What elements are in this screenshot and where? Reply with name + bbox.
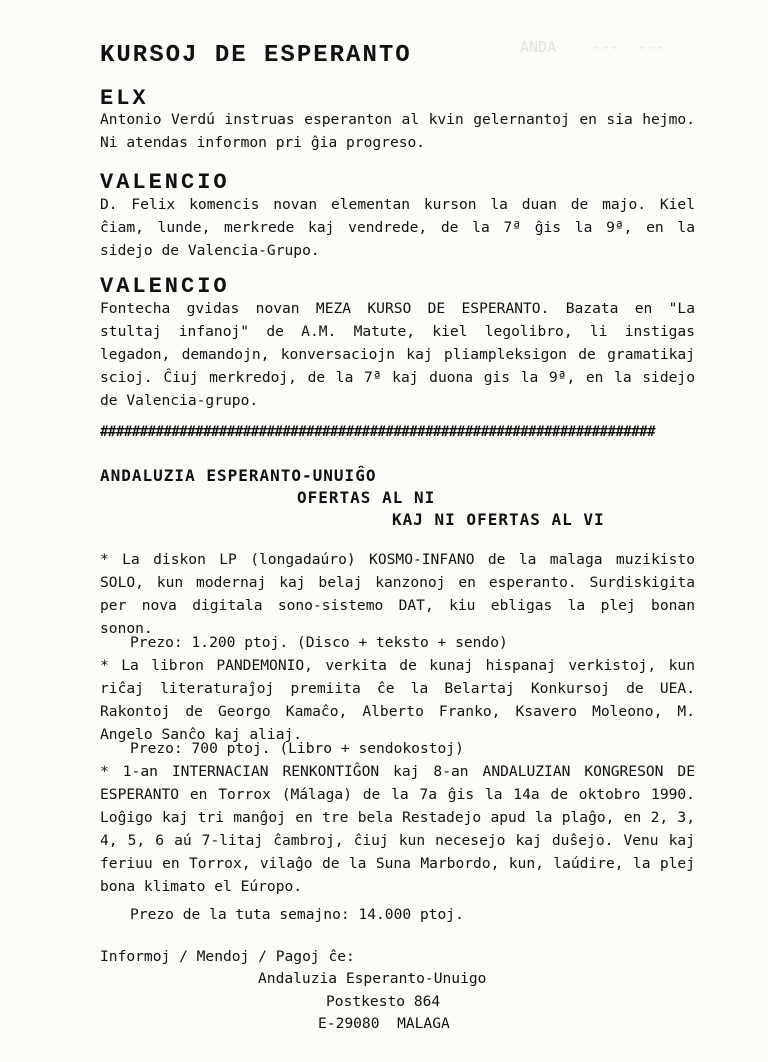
offer-price-book bbox=[100, 737, 695, 760]
offer-price-disk-value: Prezo: 1.200 ptoj. (Disco + teksto + sendo) bbox=[130, 634, 508, 651]
andaluzia-subtitle-1: OFERTAS AL NI bbox=[297, 488, 436, 507]
offer-text-disk: * La diskon LP (longadaúro) KOSMO-INFANO de la malaga muzikisto SOLO, kun modernaj kaj belaj kanzonoj en esperanto. Surdiskigita per nova digitala sono-sistemo DAT, kiu ebligas la plej bonan sonon. bbox=[100, 551, 695, 637]
section-text-valencio-2: Fontecha gvidas novan MEZA KURSO DE ESPERANTO. Bazata en "La stultaj infanoj" de A.M. Matute, kiel legolibro, li instigas legadon, demandojn, konversaciojn kaj pliampleksigon de gramatikaj scioj. Ĉiuj merkredoj, de la 7ª kaj duona gis la 9ª, en la sidejo de Valencia-grupo. bbox=[100, 300, 695, 409]
offer-price-disk bbox=[100, 631, 695, 654]
separator-line: ###################################################################### bbox=[100, 424, 656, 440]
andaluzia-title: ANDALUZIA ESPERANTO-UNUIĜO bbox=[100, 466, 377, 485]
contact-label: Informoj / Mendoj / Pagoj ĉe: bbox=[100, 948, 355, 965]
offer-text-congress: * 1-an INTERNACIAN RENKONTIĜON kaj 8-an ANDALUZIAN KONGRESON DE ESPERANTO en Torrox (Málaga) de la 7a ĝis la 14a de oktobro 1990. Loĝigo kaj tri manĝoj en tre bela Restadejo apud la plaĝo, en 2, 3, 4, 5, 6 aú 7-litaj ĉambroj, ĉiuj kun necesejo kaj duŝejo. Venu kaj feriuu en Torrox, vilaĝo de la Suna Marbordo, kun, laúdire, la plej bona klimato el Eúropo. bbox=[100, 763, 695, 895]
offer-price-congress-value: Prezo de la tuta semajno: 14.000 ptoj. bbox=[130, 906, 464, 923]
andaluzia-subtitle-2: KAJ NI OFERTAS AL VI bbox=[392, 510, 605, 529]
offer-text-book: * La libron PANDEMONIO, verkita de kunaj hispanaj verkistoj, kun riĉaj literaturaĵoj premiita ĉe la Belartaj Konkursoj de UEA. Rakontoj de Georgo Kamaĉo, Alberto Franko, Ksavero Moleono, M. Angelo Sanĉo kaj aliaj. bbox=[100, 657, 695, 743]
section-heading-valencio-1: VALENCIO bbox=[100, 170, 230, 195]
section-text-elx: Antonio Verdú instruas esperanton al kvin gelernantoj en sia hejmo. Ni atendas informon pri ĝia progreso. bbox=[100, 111, 695, 151]
offer-price-congress bbox=[100, 903, 695, 926]
contact-org: Andaluzia Esperanto-Unuigo bbox=[258, 970, 487, 987]
section-text-valencio-1: D. Felix komencis novan elementan kurson la duan de majo. Kiel ĉiam, lunde, merkrede kaj vendrede, de la 7ª ĝis la 9ª, en la sidejo de Valencia-Grupo. bbox=[100, 196, 695, 259]
contact-postbox: Postkesto 864 bbox=[326, 993, 441, 1010]
section-heading-elx: ELX bbox=[100, 86, 149, 111]
offer-price-book-value: Prezo: 700 ptoj. (Libro + sendokostoj) bbox=[130, 740, 464, 757]
bleed-through-text: ANDA --- --- bbox=[520, 38, 665, 56]
section-heading-valencio-2: VALENCIO bbox=[100, 274, 230, 299]
contact-city: E-29080 MALAGA bbox=[318, 1015, 450, 1032]
page-title: KURSOJ DE ESPERANTO bbox=[100, 42, 412, 69]
